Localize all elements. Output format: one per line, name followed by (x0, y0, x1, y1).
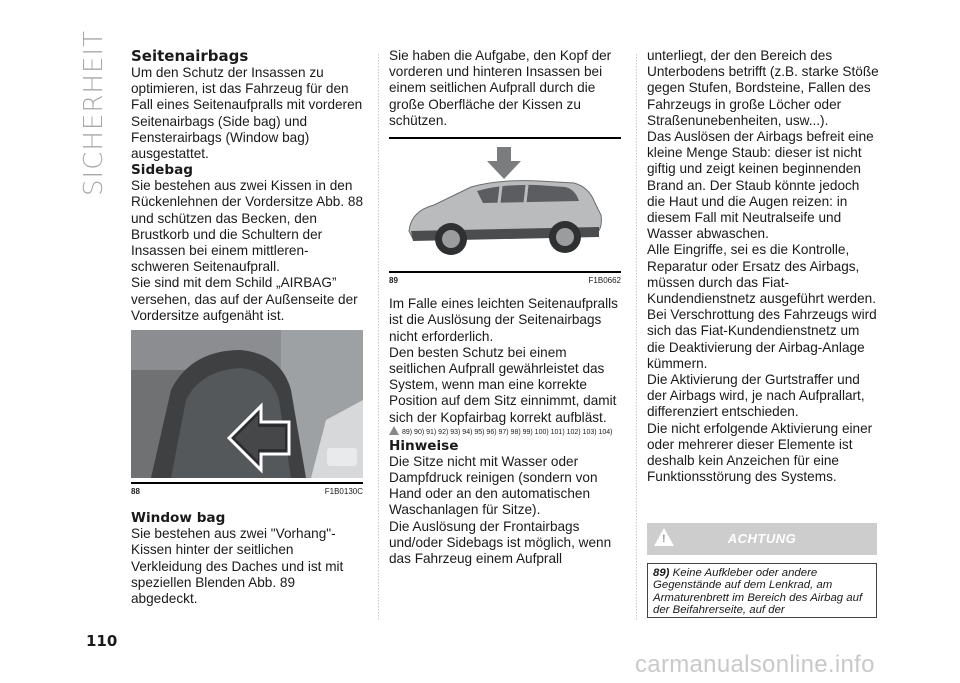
paragraph-window-bag: Sie bestehen aus zwei "Vorhang"-Kissen hinter der seitlichen Verkleidung des Daches und ist mit speziellen Blenden Abb. 89 abgedeckt. (131, 526, 344, 607)
heading-sidebag: Sidebag (131, 162, 194, 179)
figure-88-caption (131, 486, 363, 498)
warning-body (647, 563, 877, 618)
paragraph-sidebag-1: Sie bestehen aus zwei Kissen in den Rückenlehnen der Vordersitze Abb. 88 und schützen das Becken, den Brustkorb und die Schultern der Insassen bei einem mittleren-schweren Seitenaufprall. (131, 178, 364, 275)
figure-89-code: F1B0662 (588, 276, 621, 286)
warning-references (389, 426, 621, 438)
paragraph-hint-deployment: Die Auslösung der Frontairbags und/oder Sidebags ist möglich, wenn das Fahrzeug einem Aufprall (389, 518, 612, 567)
column-1 (131, 48, 363, 607)
column-divider (378, 54, 379, 620)
warning-header (647, 523, 877, 555)
section-side-title (76, 29, 112, 196)
paragraph-underbody: unterliegt, der den Bereich des Unterbodens betrifft (z.B. starke Stöße gegen Stufen, Bordsteine, Fallen des Fahrzeugs in große Löcher oder Straßenunebenheiten, usw...). (647, 48, 879, 128)
paragraph-activation: Die Aktivierung der Gurtstraffer und der Airbags wird, je nach Aufprallart, differenziert entschieden. (647, 372, 865, 420)
heading-window-bag: Window bag (131, 510, 226, 527)
warning-number: 89) (653, 567, 670, 579)
column-divider (636, 54, 637, 620)
figure-88 (131, 330, 363, 484)
figure-88-number: 88 (131, 487, 140, 497)
figure-89-number: 89 (389, 276, 398, 286)
section-side-title-text: SICHERHEIT (79, 29, 109, 196)
paragraph-window-bag-purpose: Sie haben die Aufgabe, den Kopf der vorderen und hinteren Insassen bei einem seitlichen Aufprall durch die große Oberfläche der Kissen zu schützen. (389, 48, 612, 128)
warning-triangle-icon: ! (654, 528, 674, 546)
watermark: carmanualsonline.info (635, 651, 875, 678)
paragraph-light-impact: Im Falle eines leichten Seitenaufpralls ist die Auslösung der Seitenairbags nicht erforderlich. (389, 296, 618, 344)
figure-89 (389, 137, 621, 273)
paragraph-non-activation: Die nicht erfolgende Aktivierung einer oder mehrerer dieser Elemente ist deshalb kein Anzeichen für eine Funktionsstörung des Systems. (647, 420, 873, 485)
paragraph-dust: Das Auslösen der Airbags befreit eine kleine Menge Staub: dieser ist nicht giftig und zeigt keinen beginnenden Brand an. Der Staub könnte jedoch die Haut und die Augen reizen: in diesem Fall mit Neutralseife und Wasser abwaschen. (647, 129, 874, 242)
paragraph-sidebag-2: Sie sind mit dem Schild „AIRBAG” versehen, das auf der Außenseite der Vordersitze aufgenäht ist. (131, 275, 358, 323)
figure-88-code: F1B0130C (324, 487, 363, 497)
warning-reference-list: 89) 90) 91) 92) 93) 94) 95) 96) 97) 98) 99) 100) 101) 102) 103) 104) (402, 428, 613, 436)
paragraph-intro: Um den Schutz der Insassen zu optimieren, ist das Fahrzeug für den Fall eines Seitenaufpralls mit vorderen Seitenairbags (Side bag) und Fensterairbags (Window bag) ausgestattet. (131, 65, 363, 162)
paragraph-service: Alle Eingriffe, sei es die Kontrolle, Reparatur oder Ersatz des Airbags, müssen durch das Fiat-Kundendienstnetz ausgeführt werden. (647, 242, 876, 307)
seat-airbag-image (131, 330, 363, 478)
page-number: 110 (86, 632, 118, 650)
paragraph-hint-cleaning: Die Sitze nicht mit Wasser oder Dampfdruck reinigen (sondern von Hand oder an den automatischen Waschanlagen für Sitze). (389, 453, 598, 518)
figure-89-caption (389, 275, 621, 287)
heading-hinweise: Hinweise (389, 437, 459, 454)
warning-title: ACHTUNG (727, 531, 797, 546)
car-window-bag-image (389, 139, 621, 267)
warning-icon (389, 426, 399, 435)
heading-seitenairbags: Seitenairbags (131, 47, 249, 65)
warning-box (647, 523, 877, 618)
column-2 (389, 48, 621, 567)
paragraph-best-protection: Den besten Schutz bei einem seitlichen Aufprall gewährleistet das System, wenn man eine korrekte Position auf dem Sitz einnimmt, damit sich der Kopfairbag korrekt aufbläst. (389, 344, 617, 425)
warning-text: Keine Aufkleber oder andere Gegenstände auf dem Lenkrad, am Armaturenbrett im Bereich des Airbag auf der Beifahrerseite, auf der (653, 567, 863, 617)
column-3 (647, 48, 879, 485)
paragraph-scrapping: Bei Verschrottung des Fahrzeugs wird sich das Fiat-Kundendienstnetz um die Deaktivierung der Airbag-Anlage kümmern. (647, 307, 877, 371)
